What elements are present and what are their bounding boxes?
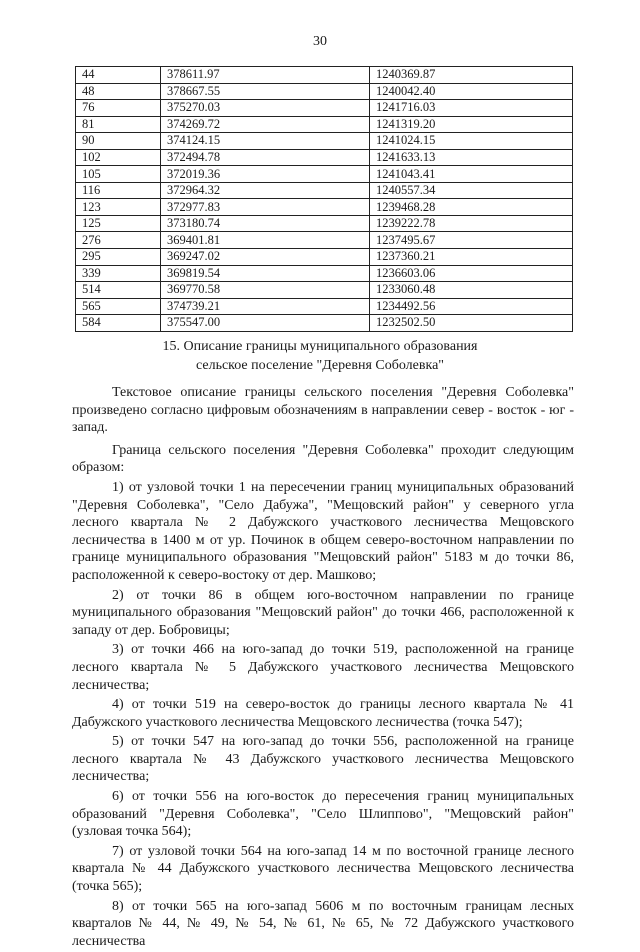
paragraph: 8) от точки 565 на юго-запад 5606 м по восточным границам лесных кварталов № 44, № 49, № 54, № 61, № 65, № 72 Дабужского участкового лесничества <box>72 898 574 949</box>
table-row <box>76 116 573 133</box>
section-title-line-1: 15. Описание границы муниципального образования <box>162 339 478 354</box>
x-coordinate-cell: 375547.00 <box>161 315 370 332</box>
point-number-cell: 339 <box>76 265 161 282</box>
point-number-cell: 90 <box>76 133 161 150</box>
table-row <box>76 83 573 100</box>
y-coordinate-cell: 1241319.20 <box>370 116 573 133</box>
table-row <box>76 133 573 150</box>
y-coordinate-cell: 1236603.06 <box>370 265 573 282</box>
paragraph: 7) от узловой точки 564 на юго-запад 14 м по восточной границе лесного квартала № 44 Дабужского участкового лесничества Мещовского лесничества (точка 565); <box>72 843 574 895</box>
paragraph: 2) от точки 86 в общем юго-восточном направлении по границе муниципального образования "Мещовский район" до точки 466, расположенной к западу от дер. Бобровицы; <box>72 587 574 638</box>
coordinates-table-body <box>76 67 573 332</box>
x-coordinate-cell: 372964.32 <box>161 182 370 199</box>
point-number-cell: 295 <box>76 249 161 266</box>
paragraph: 1) от узловой точки 1 на пересечении границ муниципальных образований "Деревня Соболевка", "Село Дабужа", "Мещовский район" у северного угла лесного квартала № 2 Дабужского участкового лесничества Мещовского лесничества в 1400 м от ур. Починок в общем северо-восточном направлении по границе муниципального образования "Мещовский район" 5183 м до точки 86, расположенной к северо-востоку от дер. Машково; <box>72 479 574 583</box>
point-number-cell: 116 <box>76 182 161 199</box>
paragraph: 4) от точки 519 на северо-восток до границы лесного квартала № 41 Дабужского участкового лесничества Мещовского лесничества (точка 547); <box>72 697 574 730</box>
x-coordinate-cell: 373180.74 <box>161 215 370 232</box>
page-number: 30 <box>313 34 327 49</box>
point-number-cell: 105 <box>76 166 161 183</box>
table-row <box>76 298 573 315</box>
paragraph: 6) от точки 556 на юго-восток до пересечения границ муниципальных образований "Деревня Соболевка", "Село Шлиппово", "Мещовский район" (узловая точка 564); <box>72 789 574 840</box>
table-row <box>76 232 573 249</box>
paragraph: Граница сельского поселения "Деревня Соболевка" проходит следующим образом: <box>72 442 574 476</box>
point-number-cell: 44 <box>76 67 161 84</box>
section-title <box>60 337 580 375</box>
point-number-cell: 125 <box>76 215 161 232</box>
y-coordinate-cell: 1239222.78 <box>370 215 573 232</box>
y-coordinate-cell: 1232502.50 <box>370 315 573 332</box>
table-row <box>76 315 573 332</box>
point-number-cell: 102 <box>76 149 161 166</box>
x-coordinate-cell: 372494.78 <box>161 149 370 166</box>
y-coordinate-cell: 1237495.67 <box>370 232 573 249</box>
point-number-cell: 276 <box>76 232 161 249</box>
point-number-cell: 565 <box>76 298 161 315</box>
table-row <box>76 282 573 299</box>
y-coordinate-cell: 1240042.40 <box>370 83 573 100</box>
x-coordinate-cell: 369401.81 <box>161 232 370 249</box>
paragraph: 3) от точки 466 на юго-запад до точки 519, расположенной на границе лесного квартала № 5 Дабужского участкового лесничества Мещовского лесничества; <box>72 642 574 693</box>
paragraph: Текстовое описание границы сельского поселения "Деревня Соболевка" произведено согласно цифровым обозначениям в направлении север - восток - юг - запад. <box>72 385 574 436</box>
point-number-cell: 123 <box>76 199 161 216</box>
y-coordinate-cell: 1241716.03 <box>370 100 573 117</box>
coordinates-table <box>75 66 573 332</box>
point-number-cell: 76 <box>76 100 161 117</box>
y-coordinate-cell: 1240369.87 <box>370 67 573 84</box>
body-text <box>72 384 574 952</box>
x-coordinate-cell: 375270.03 <box>161 100 370 117</box>
point-number-cell: 48 <box>76 83 161 100</box>
table-row <box>76 100 573 117</box>
x-coordinate-cell: 374739.21 <box>161 298 370 315</box>
point-number-cell: 584 <box>76 315 161 332</box>
x-coordinate-cell: 374124.15 <box>161 133 370 150</box>
x-coordinate-cell: 369247.02 <box>161 249 370 266</box>
x-coordinate-cell: 369819.54 <box>161 265 370 282</box>
x-coordinate-cell: 374269.72 <box>161 116 370 133</box>
table-row <box>76 215 573 232</box>
x-coordinate-cell: 372019.36 <box>161 166 370 183</box>
y-coordinate-cell: 1233060.48 <box>370 282 573 299</box>
point-number-cell: 514 <box>76 282 161 299</box>
point-number-cell: 81 <box>76 116 161 133</box>
table-row <box>76 149 573 166</box>
y-coordinate-cell: 1241043.41 <box>370 166 573 183</box>
x-coordinate-cell: 378611.97 <box>161 67 370 84</box>
table-row <box>76 67 573 84</box>
y-coordinate-cell: 1237360.21 <box>370 249 573 266</box>
table-row <box>76 265 573 282</box>
x-coordinate-cell: 372977.83 <box>161 199 370 216</box>
y-coordinate-cell: 1241633.13 <box>370 149 573 166</box>
section-title-line-2: сельское поселение "Деревня Соболевка" <box>195 358 444 373</box>
paragraph: 5) от точки 547 на юго-запад до точки 556, расположенной на границе лесного квартала № 43 Дабужского участкового лесничества Мещовского лесничества; <box>72 734 574 785</box>
y-coordinate-cell: 1234492.56 <box>370 298 573 315</box>
y-coordinate-cell: 1239468.28 <box>370 199 573 216</box>
table-row <box>76 182 573 199</box>
table-row <box>76 249 573 266</box>
table-row <box>76 166 573 183</box>
x-coordinate-cell: 369770.58 <box>161 282 370 299</box>
x-coordinate-cell: 378667.55 <box>161 83 370 100</box>
table-row <box>76 199 573 216</box>
y-coordinate-cell: 1240557.34 <box>370 182 573 199</box>
y-coordinate-cell: 1241024.15 <box>370 133 573 150</box>
